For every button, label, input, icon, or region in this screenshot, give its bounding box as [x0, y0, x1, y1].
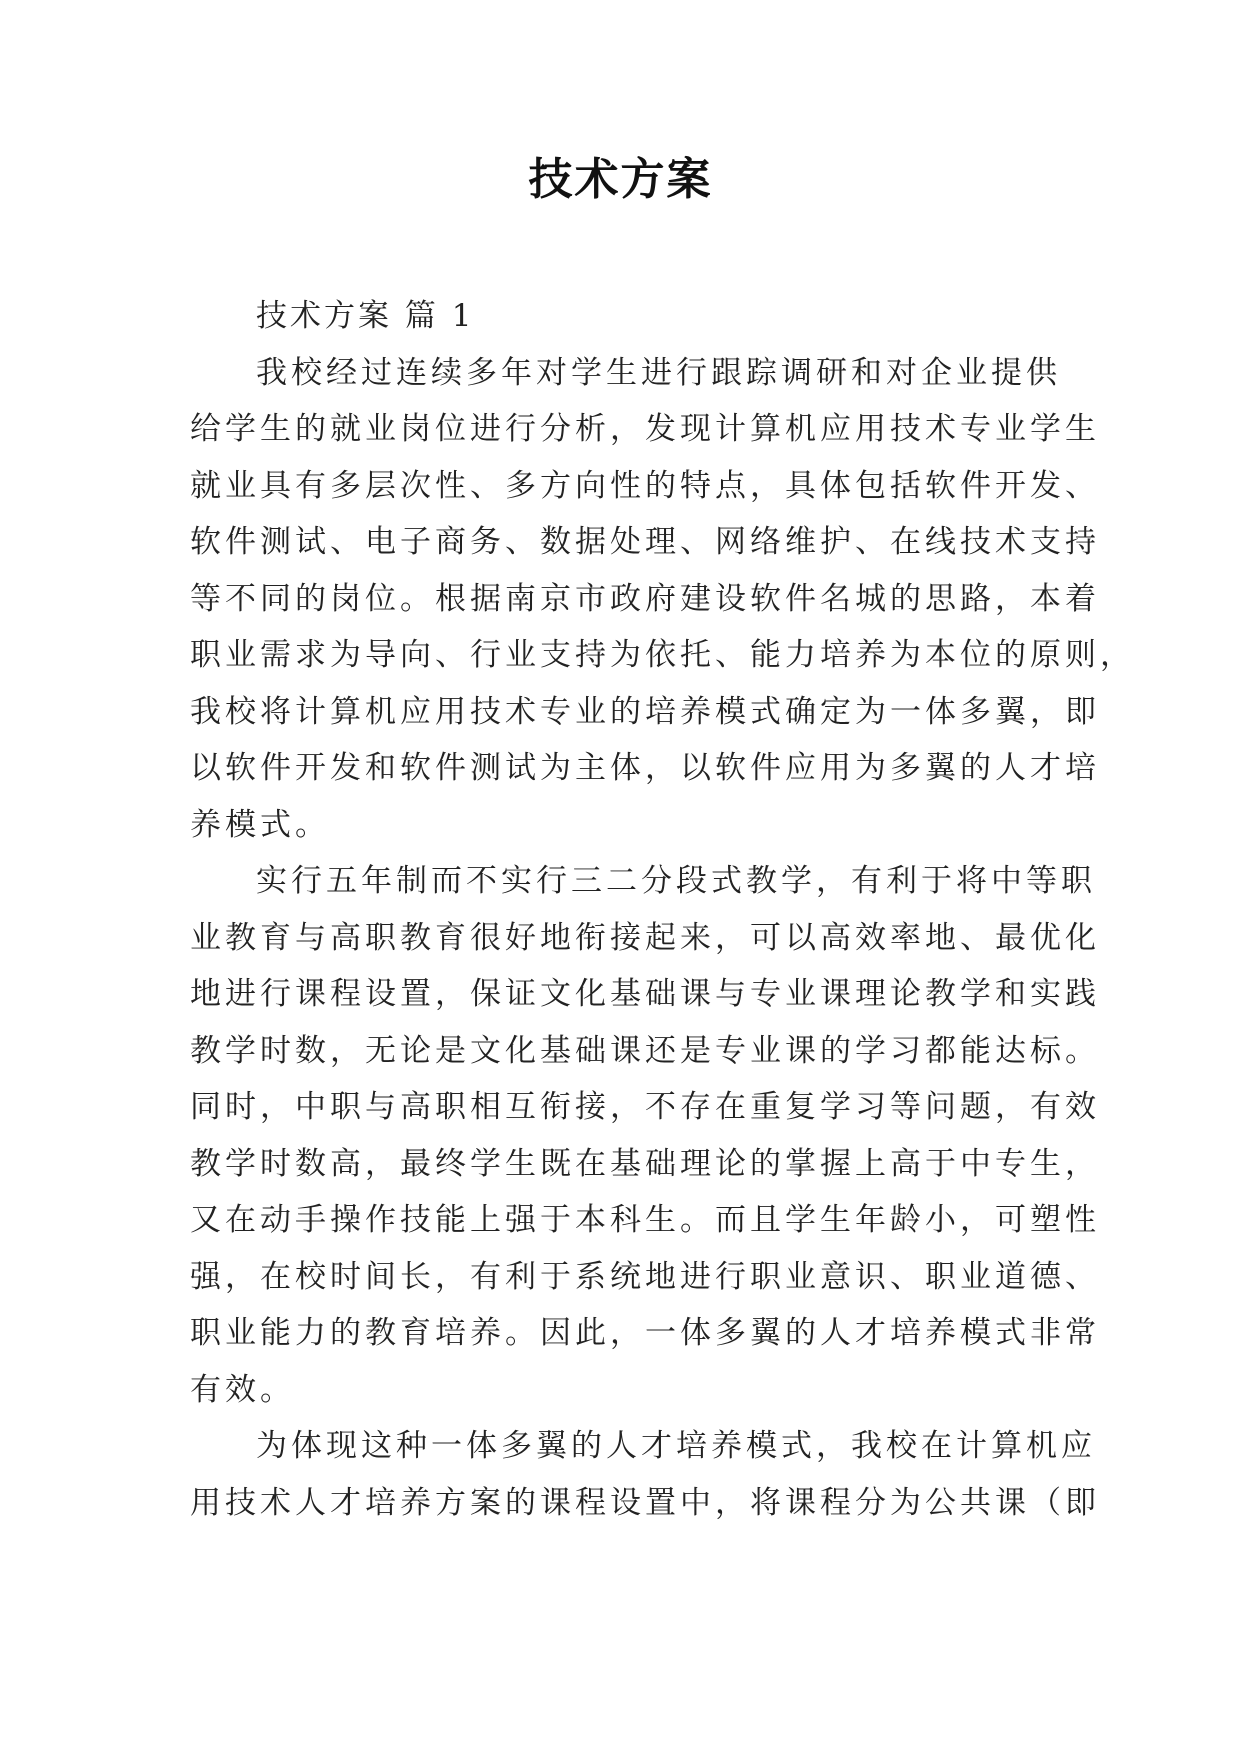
- paragraph-line: 业教育与高职教育很好地衔接起来，可以高效率地、最优化: [190, 919, 1100, 956]
- paragraph-line: 等不同的岗位。根据南京市政府建设软件名城的思路，本着: [190, 580, 1100, 617]
- paragraph: [190, 1418, 1100, 1531]
- paragraph-line: 职业需求为导向、行业支持为依托、能力培养为本位的原则，: [190, 637, 1135, 673]
- paragraph-line: 我校经过连续多年对学生进行跟踪调研和对企业提供: [256, 354, 1061, 391]
- document-title: 技术方案: [528, 154, 713, 205]
- paragraph-line: 为体现这种一体多翼的人才培养模式，我校在计算机应: [256, 1428, 1096, 1464]
- paragraph-line: 给学生的就业岗位进行分析，发现计算机应用技术专业学生: [190, 411, 1100, 447]
- paragraph-line: 就业具有多层次性、多方向性的特点，具体包括软件开发、: [190, 467, 1100, 504]
- paragraph-line: 职业能力的教育培养。因此，一体多翼的人才培养模式非常: [190, 1315, 1100, 1351]
- paragraph-line: 软件测试、电子商务、数据处理、网络维护、在线技术支持: [190, 524, 1100, 560]
- paragraph-line: 教学时数，无论是文化基础课还是专业课的学习都能达标。: [190, 1032, 1100, 1069]
- paragraph-line: 地进行课程设置，保证文化基础课与专业课理论教学和实践: [190, 976, 1100, 1012]
- document-body: [190, 288, 1135, 1531]
- paragraph-line: 我校将计算机应用技术专业的培养模式确定为一体多翼，即: [190, 693, 1100, 730]
- paragraph-line: 教学时数高，最终学生既在基础理论的掌握上高于中专生，: [190, 1145, 1100, 1182]
- paragraph-line: 用技术人才培养方案的课程设置中，将课程分为公共课（即: [190, 1484, 1100, 1521]
- section-heading: 技术方案 篇 1: [256, 298, 475, 334]
- paragraph-line: 同时，中职与高职相互衔接，不存在重复学习等问题，有效: [190, 1089, 1100, 1125]
- paragraph-line: 以软件开发和软件测试为主体，以软件应用为多翼的人才培: [190, 750, 1100, 786]
- paragraph: [190, 853, 1100, 1418]
- paragraph-line: 实行五年制而不实行三二分段式教学，有利于将中等职: [256, 863, 1096, 899]
- paragraph: [190, 345, 1135, 854]
- paragraph-line: 又在动手操作技能上强于本科生。而且学生年龄小，可塑性: [190, 1202, 1100, 1238]
- paragraph-line: 强，在校时间长，有利于系统地进行职业意识、职业道德、: [190, 1258, 1100, 1295]
- paragraph-line: 养模式。: [190, 806, 330, 843]
- paragraph-line: 有效。: [190, 1371, 295, 1408]
